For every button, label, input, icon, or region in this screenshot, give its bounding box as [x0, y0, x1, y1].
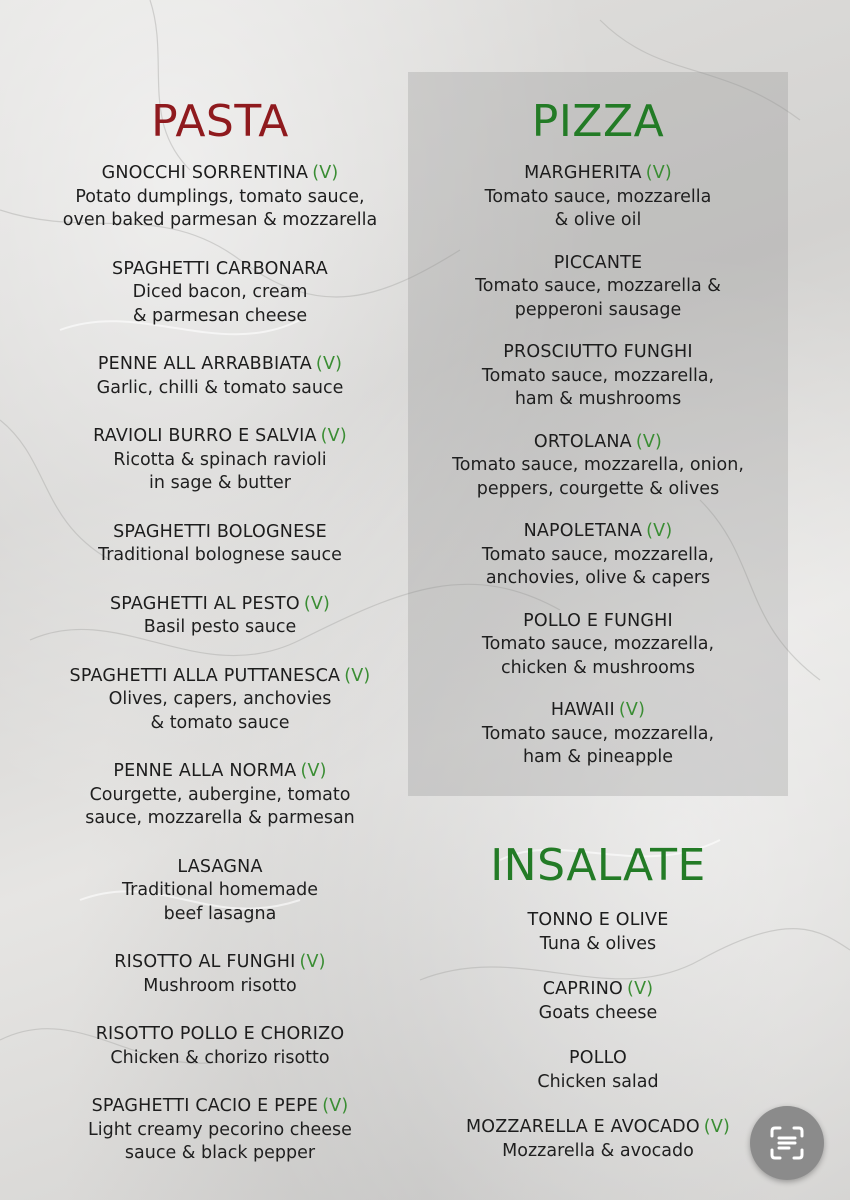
- menu-item-title: MARGHERITA: [524, 163, 642, 183]
- description-line: Olives, capers, anchovies: [108, 689, 332, 709]
- description-line: Goats cheese: [538, 1002, 658, 1023]
- insalate-heading: INSALATE: [490, 840, 706, 891]
- description-line: Garlic, chilli & tomato sauce: [96, 377, 344, 398]
- menu-item-description: [408, 723, 788, 770]
- pasta-list: [20, 162, 420, 1166]
- vegetarian-marker: (V): [344, 665, 371, 686]
- vegetarian-marker: (V): [315, 354, 343, 374]
- menu-item: [408, 610, 788, 681]
- description-line: Traditional homemade: [122, 880, 318, 900]
- menu-item-title: PICCANTE: [553, 252, 643, 273]
- menu-item-description: [20, 688, 420, 735]
- menu-item-title: PENNE ALLA NORMA: [113, 761, 297, 781]
- menu-item: [408, 162, 788, 233]
- description-line: Courgette, aubergine, tomato: [89, 784, 351, 805]
- menu-item-name: [408, 252, 788, 276]
- vegetarian-marker: (V): [703, 1117, 731, 1137]
- menu-item: [408, 341, 788, 412]
- menu-item-title: HAWAII: [550, 700, 615, 720]
- vegetarian-marker: (V): [618, 700, 646, 720]
- description-line: Light creamy pecorino cheese: [88, 1119, 352, 1140]
- menu-item: [20, 353, 420, 400]
- description-line: Chicken & chorizo risotto: [110, 1047, 330, 1068]
- menu-item-title: NAPOLETANA: [523, 521, 643, 541]
- menu-item-title: RISOTTO AL FUNGHI: [114, 952, 296, 972]
- menu-item-description: [408, 186, 788, 233]
- vegetarian-marker: (V): [303, 593, 331, 614]
- menu-item-name: [20, 1023, 420, 1047]
- menu-item: [408, 1116, 788, 1163]
- pizza-list: [408, 162, 788, 770]
- menu-item-description: [408, 1071, 788, 1095]
- menu-item: [20, 521, 420, 568]
- menu-item-title: GNOCCHI SORRENTINA: [101, 163, 309, 183]
- menu-item: [408, 252, 788, 323]
- menu-item-name: [408, 520, 788, 544]
- description-line: sauce & black pepper: [124, 1143, 316, 1163]
- description-line: Tomato sauce, mozzarella,: [481, 544, 715, 565]
- pizza-section: [408, 92, 788, 789]
- menu-item-title: SPAGHETTI CACIO E PEPE: [91, 1096, 319, 1116]
- description-line: Basil pesto sauce: [143, 617, 297, 637]
- menu-item-name: [408, 699, 788, 723]
- menu-item-name: [408, 1116, 788, 1140]
- description-line: & parmesan cheese: [132, 305, 308, 326]
- menu-item-title: SPAGHETTI ALLA PUTTANESCA: [69, 665, 341, 686]
- description-line: Tomato sauce, mozzarella, onion,: [452, 455, 744, 475]
- menu-item-description: [408, 633, 788, 680]
- menu-item-title: RAVIOLI BURRO E SALVIA: [93, 426, 317, 446]
- menu-item-description: [20, 377, 420, 401]
- description-line: Diced bacon, cream: [132, 282, 308, 302]
- menu-item-description: [20, 784, 420, 831]
- description-line: peppers, courgette & olives: [476, 478, 720, 499]
- menu-item-title: SPAGHETTI AL PESTO: [109, 593, 300, 614]
- menu-item-name: [20, 258, 420, 282]
- description-line: in sage & butter: [149, 473, 291, 493]
- menu-item-title: MOZZARELLA E AVOCADO: [465, 1117, 700, 1137]
- menu-item-description: [20, 879, 420, 926]
- menu-item-title: RISOTTO POLLO E CHORIZO: [95, 1024, 345, 1044]
- vegetarian-marker: (V): [312, 163, 339, 183]
- menu-item-title: POLLO E FUNGHI: [523, 610, 673, 631]
- description-line: Chicken salad: [537, 1071, 659, 1092]
- menu-item-description: [408, 1140, 788, 1164]
- scan-text-button[interactable]: [750, 1106, 824, 1180]
- description-line: Potato dumplings, tomato sauce,: [75, 186, 365, 207]
- description-line: Mozzarella & avocado: [502, 1140, 694, 1161]
- description-line: ham & pineapple: [522, 747, 674, 767]
- menu-item-name: [20, 760, 420, 784]
- menu-item-description: [20, 1119, 420, 1166]
- menu-item: [20, 425, 420, 496]
- description-line: pepperoni sausage: [514, 299, 682, 320]
- menu-item-description: [20, 975, 420, 999]
- menu-item: [408, 909, 788, 956]
- menu-item-description: [408, 454, 788, 501]
- menu-item: [20, 760, 420, 831]
- menu-item-title: PROSCIUTTO FUNGHI: [503, 342, 693, 362]
- menu-item-title: PENNE ALL ARRABBIATA: [97, 354, 312, 374]
- menu-item-name: [408, 162, 788, 186]
- menu-item: [408, 431, 788, 502]
- menu-item-description: [408, 365, 788, 412]
- description-line: Ricotta & spinach ravioli: [113, 449, 327, 470]
- menu-item-name: [20, 521, 420, 545]
- description-line: Tuna & olives: [539, 933, 657, 954]
- menu-item-name: [20, 665, 420, 689]
- menu-item-title: TONNO E OLIVE: [527, 910, 669, 930]
- menu-item-name: [20, 425, 420, 449]
- menu-item-name: [408, 1047, 788, 1071]
- menu-item-title: SPAGHETTI BOLOGNESE: [113, 521, 327, 542]
- menu-item-name: [408, 431, 788, 455]
- menu-item-name: [408, 610, 788, 634]
- menu-item-title: CAPRINO: [542, 979, 624, 999]
- menu-item-name: [20, 1095, 420, 1119]
- vegetarian-marker: (V): [300, 761, 327, 781]
- menu-item-description: [408, 275, 788, 322]
- description-line: Tomato sauce, mozzarella &: [475, 276, 721, 296]
- menu-item-description: [408, 933, 788, 957]
- menu-item: [20, 665, 420, 736]
- menu-item: [408, 520, 788, 591]
- menu-item-name: [20, 951, 420, 975]
- menu-item-description: [20, 1047, 420, 1071]
- pasta-heading: PASTA: [151, 96, 289, 147]
- menu-item: [408, 699, 788, 770]
- menu-item-title: ORTOLANA: [533, 431, 632, 452]
- menu-item-name: [20, 856, 420, 880]
- menu-item-description: [408, 544, 788, 591]
- description-line: anchovies, olive & capers: [485, 568, 711, 588]
- menu-item: [20, 162, 420, 233]
- menu-item-description: [20, 449, 420, 496]
- menu-item: [20, 593, 420, 640]
- menu-item-title: LASAGNA: [177, 856, 263, 877]
- insalate-list: [408, 909, 788, 1163]
- menu-item-title: SPAGHETTI CARBONARA: [112, 258, 328, 279]
- vegetarian-marker: (V): [299, 952, 326, 972]
- menu-item: [20, 258, 420, 329]
- vegetarian-marker: (V): [627, 979, 654, 999]
- description-line: sauce, mozzarella & parmesan: [85, 808, 355, 828]
- description-line: & tomato sauce: [150, 712, 290, 733]
- description-line: oven baked parmesan & mozzarella: [62, 210, 378, 230]
- vegetarian-marker: (V): [645, 163, 672, 183]
- menu-item-name: [408, 341, 788, 365]
- menu-item-name: [20, 353, 420, 377]
- insalate-section: [408, 836, 788, 1185]
- pizza-heading: PIZZA: [531, 96, 665, 147]
- menu-item: [20, 1095, 420, 1166]
- menu-item-description: [20, 544, 420, 568]
- menu-item-description: [20, 281, 420, 328]
- menu-item-description: [20, 616, 420, 640]
- menu-item-name: [20, 162, 420, 186]
- menu-item: [408, 1047, 788, 1094]
- description-line: Tomato sauce, mozzarella,: [481, 634, 715, 654]
- menu-item-name: [20, 593, 420, 617]
- vegetarian-marker: (V): [320, 426, 347, 446]
- menu-item-description: [408, 1002, 788, 1026]
- menu-item: [20, 1023, 420, 1070]
- description-line: ham & mushrooms: [514, 389, 682, 409]
- menu-item: [20, 951, 420, 998]
- vegetarian-marker: (V): [322, 1096, 349, 1116]
- menu-item-name: [408, 909, 788, 933]
- description-line: beef lasagna: [163, 903, 277, 924]
- description-line: & olive oil: [554, 210, 642, 230]
- description-line: Tomato sauce, mozzarella,: [481, 723, 715, 744]
- description-line: Tomato sauce, mozzarella,: [481, 365, 715, 386]
- menu-item: [408, 978, 788, 1025]
- pasta-section: [20, 92, 420, 1191]
- description-line: Mushroom risotto: [143, 975, 297, 996]
- description-line: Traditional bolognese sauce: [98, 545, 342, 565]
- menu-item: [20, 856, 420, 927]
- menu-item-description: [20, 186, 420, 233]
- menu-item-name: [408, 978, 788, 1002]
- vegetarian-marker: (V): [635, 431, 663, 452]
- scan-text-icon: [768, 1124, 806, 1162]
- description-line: chicken & mushrooms: [500, 657, 696, 678]
- description-line: Tomato sauce, mozzarella: [484, 186, 712, 207]
- menu-item-title: POLLO: [569, 1048, 627, 1068]
- vegetarian-marker: (V): [646, 521, 673, 541]
